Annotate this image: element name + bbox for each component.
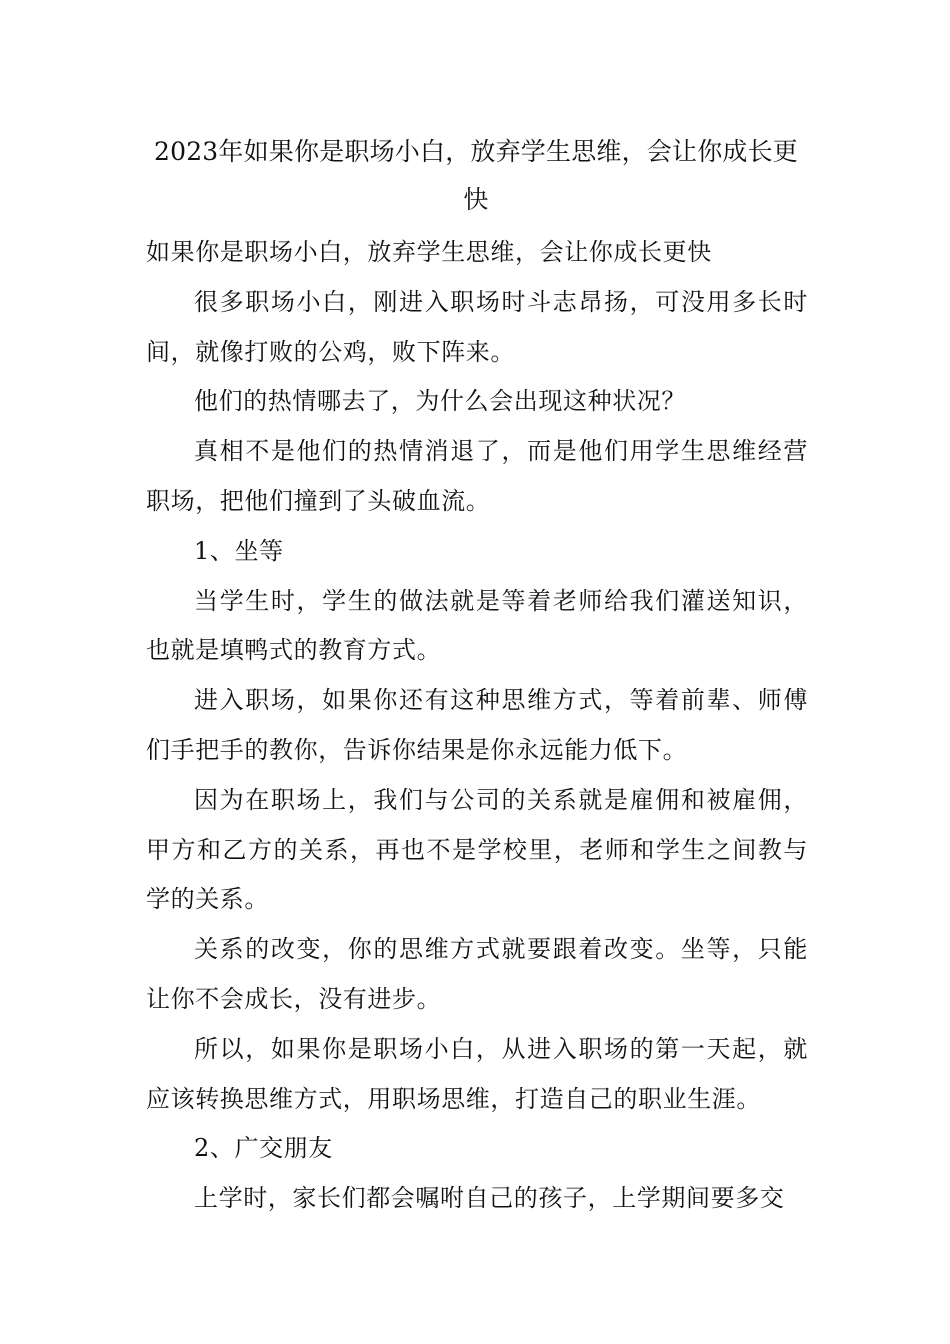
section-heading: 1、坐等 [194, 536, 284, 565]
body-paragraph: 所以，如果你是职场小白，从进入职场的第一天起，就应该转换思维方式，用职场思维，打造自己的职业生涯。 [146, 1034, 808, 1113]
body-paragraph: 上学时，家长们都会嘱咐自己的孩子，上学期间要多交 [194, 1184, 785, 1213]
body-paragraph: 当学生时，学生的做法就是等着老师给我们灌送知识，也就是填鸭式的教育方式。 [146, 586, 808, 665]
body-paragraph: 关系的改变，你的思维方式就要跟着改变。坐等，只能让你不会成长，没有进步。 [146, 935, 808, 1013]
body-paragraph: 真相不是他们的热情消退了，而是他们用学生思维经营职场，把他们撞到了头破血流。 [146, 437, 808, 515]
body-paragraph: 因为在职场上，我们与公司的关系就是雇佣和被雇佣，甲方和乙方的关系，再也不是学校里，老师和学生之间教与学的关系。 [146, 785, 808, 914]
document-title: 2023年如果你是职场小白，放弃学生思维，会让你成长更快 [153, 137, 799, 214]
body-paragraph: 他们的热情哪去了，为什么会出现这种状况？ [194, 387, 686, 416]
section-heading: 2、广交朋友 [194, 1134, 333, 1163]
document-body [146, 228, 808, 1224]
body-paragraph: 进入职场，如果你还有这种思维方式，等着前辈、师傅们手把手的教你，告诉你结果是你永远能力低下。 [146, 686, 808, 764]
subtitle-paragraph: 如果你是职场小白，放弃学生思维，会让你成长更快 [146, 238, 712, 266]
body-paragraph: 很多职场小白，刚进入职场时斗志昂扬，可没用多长时间，就像打败的公鸡，败下阵来。 [146, 287, 808, 366]
